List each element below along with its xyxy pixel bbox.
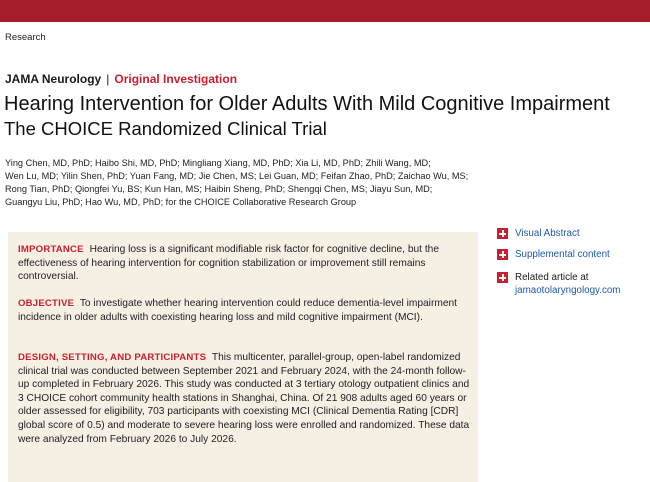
author-line: Guangyu Liu, PhD; Hao Wu, MD, PhD; for the CHOICE Collaborative Research Group <box>5 197 357 207</box>
abstract-objective <box>18 297 470 324</box>
related-article-url[interactable]: jamaotolaryngology.com <box>515 285 621 296</box>
article-subtitle: The CHOICE Randomized Clinical Trial <box>4 118 327 139</box>
article-title: Hearing Intervention for Older Adults With Mild Cognitive Impairment <box>4 93 610 115</box>
design-text: This multicenter, parallel-group, open-label randomized clinical trial was conducted between September 2021 and February 2024, with the 24-month follow-up completed in February 2026. This study was conducted at 3 tertiary otology outpatient clinics and 3 CHOICE cohort community health stations in Shanghai, China. Of 21 908 adults aged 60 years or older assessed for eligibility, 703 participants with coexisting MCI (Clinical Dementia Rating [CDR] global score of 0.5) and moderate to severe hearing loss were enrolled and randomized. These data were analyzed from February 2026 to July 2026. <box>18 352 470 445</box>
design-heading: DESIGN, SETTING, AND PARTICIPANTS <box>18 352 207 363</box>
visual-abstract-label: Visual Abstract <box>515 228 580 239</box>
author-line: Ying Chen, MD, PhD; Haibo Shi, MD, PhD; Mingliang Xiang, MD, PhD; Xia Li, MD, PhD; Zhili Wang, MD; <box>5 158 431 168</box>
related-article-link[interactable] <box>497 271 620 297</box>
supplemental-content-link[interactable] <box>497 248 610 261</box>
supplemental-content-label: Supplemental content <box>515 249 610 260</box>
abstract-design <box>18 351 470 446</box>
related-article-prefix: Related article at <box>515 272 589 283</box>
journal-line <box>5 72 237 86</box>
author-line: Wen Lu, MD; Yilin Shen, PhD; Yuan Fang, MD; Jie Chen, MS; Lei Guan, MD; Feifan Zhao, PhD; Zaichao Wu, MS; <box>5 171 469 181</box>
author-list <box>5 157 475 209</box>
journal-name: JAMA Neurology <box>5 72 102 86</box>
top-banner <box>0 0 650 22</box>
plus-icon <box>497 249 508 260</box>
abstract-importance <box>18 243 470 284</box>
section-label: Research <box>5 32 46 43</box>
objective-heading: OBJECTIVE <box>18 298 75 309</box>
visual-abstract-link[interactable] <box>497 227 580 240</box>
author-line: Rong Tian, PhD; Qiongfei Yu, BS; Kun Han, MS; Haibin Sheng, PhD; Shengqi Chen, MS; Jiayu Sun, MD; <box>5 184 433 194</box>
importance-heading: IMPORTANCE <box>18 244 84 255</box>
abstract-box <box>8 232 478 482</box>
objective-text: To investigate whether hearing intervention could reduce dementia-level impairment incidence in older adults with coexisting hearing loss and mild cognitive impairment (MCI). <box>18 298 457 323</box>
journal-separator: | <box>106 72 110 86</box>
article-type: Original Investigation <box>114 72 238 86</box>
plus-icon <box>497 228 508 239</box>
plus-icon <box>497 272 508 283</box>
importance-text: Hearing loss is a significant modifiable risk factor for cognitive decline, but the effectiveness of hearing intervention for cognition stabilization or improvement still remains controversial. <box>18 244 439 283</box>
